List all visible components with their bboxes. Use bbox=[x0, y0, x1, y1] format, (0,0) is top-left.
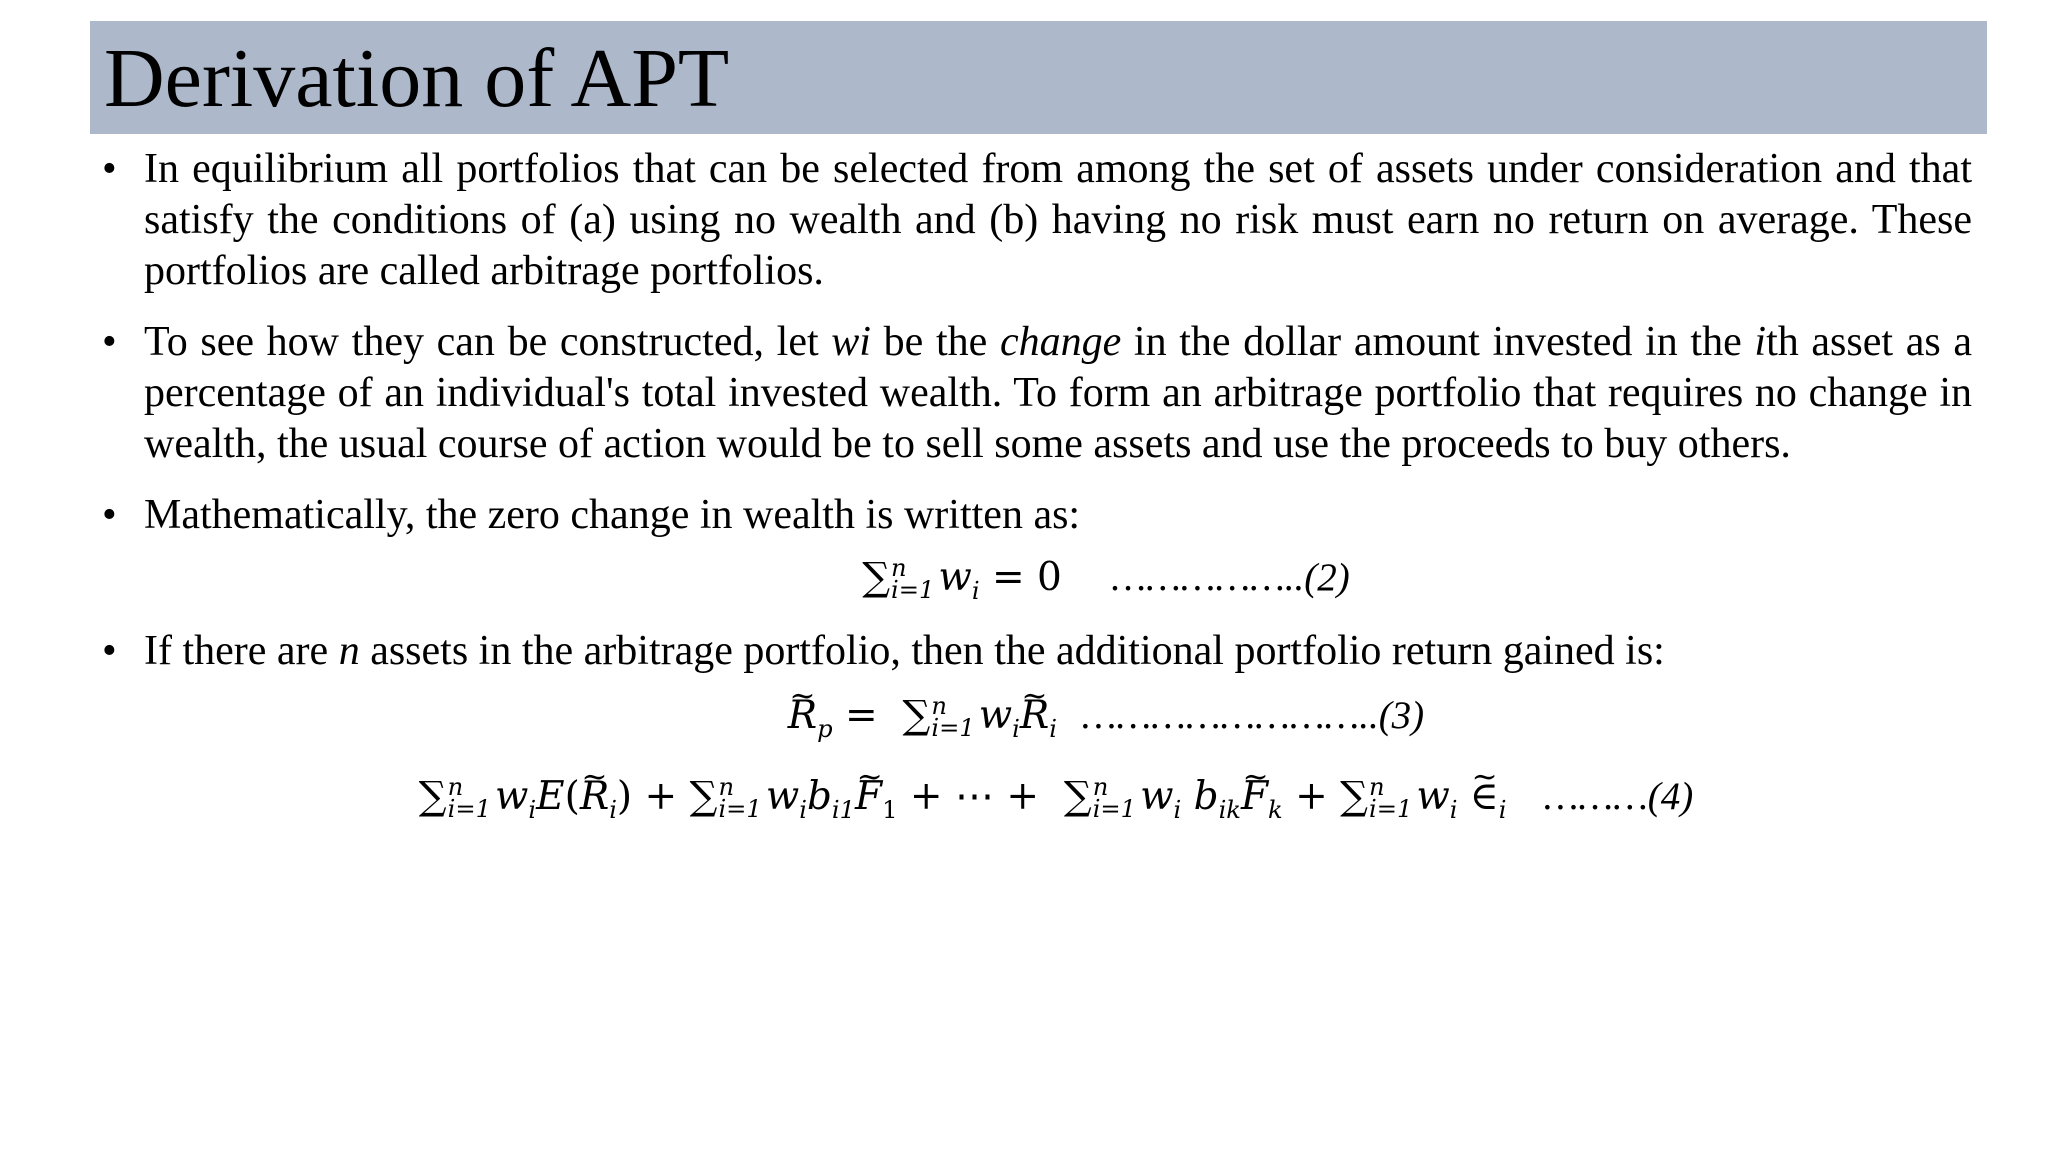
sum-symbol: ∑ n i=1 bbox=[418, 772, 491, 823]
equation-tag: ……………………..(3) bbox=[1081, 693, 1425, 737]
slide-title: Derivation of APT bbox=[104, 32, 730, 125]
italic-wi: wi bbox=[831, 319, 871, 365]
bullet-math bbox=[100, 490, 1972, 541]
text-run: To see how they can be constructed, let bbox=[144, 319, 832, 365]
bullet-dot: • bbox=[102, 146, 117, 192]
sum-symbol: ∑ n i=1 bbox=[1340, 772, 1413, 823]
bullet-text: In equilibrium all portfolios that can be selected from among the set of assets under consideration and that satisfy the conditions of (a) using no wealth and (b) having no risk must earn no return on average. These portfolios are called arbitrage portfolios. bbox=[144, 146, 1972, 294]
sum-symbol: ∑ n i=1 bbox=[862, 554, 935, 604]
bullet-assets bbox=[100, 626, 1972, 677]
text-run: If there are bbox=[144, 627, 339, 674]
bullet-equilibrium bbox=[100, 144, 1972, 297]
italic-change: change bbox=[999, 319, 1122, 365]
bullet-text bbox=[144, 317, 1972, 470]
title-bar bbox=[90, 21, 1987, 134]
text-run: in the dollar amount invested in the bbox=[1121, 319, 1755, 365]
equation-tag: ………(4) bbox=[1543, 774, 1694, 818]
italic-i: i bbox=[1754, 319, 1767, 365]
equation-tag: ……………..(2) bbox=[1111, 556, 1350, 599]
text-run: assets in the arbitrage portfolio, then the additional portfolio return gained is: bbox=[359, 627, 1665, 674]
equation-2: ∑ n i=1 $w_i = 0$ ……………..(2) bbox=[862, 554, 1350, 605]
bullet-dot: • bbox=[102, 319, 117, 365]
sum-symbol: ∑ n i=1 bbox=[1063, 772, 1137, 823]
bullet-text bbox=[144, 626, 1972, 677]
bullet-dot: • bbox=[102, 492, 117, 538]
italic-n: n bbox=[338, 627, 360, 674]
equation-4: ∑ n i=1 $w_iE(\sim$ $R_i$) + ∑ n i=1 $w_ib_{i1}\sim$ $F_1$ + ⋯ + ∑ n i=1 $w_i$ $b_{ik}\sim$ $F_k$ + ∑ n i=1 $w_i$ ~ $\in_i$ ………(4) bbox=[100, 772, 1972, 835]
bullet-construction bbox=[100, 317, 1972, 470]
sum-symbol: ∑ n i=1 bbox=[902, 692, 975, 742]
equation-3: ~ $R_p$ = ∑ n i=1 $w_i\sim$ $R_i$ ……………………..(3) bbox=[100, 691, 1972, 754]
text-run: be the bbox=[870, 319, 1000, 365]
sum-symbol: ∑ n i=1 bbox=[689, 772, 762, 823]
text-run: th asset as a percentage of an individual's total invested wealth. To form an arbitrage portfolio that requires no change in wealth, the usual course of action would be to sell some assets and use the proceeds to buy others. bbox=[144, 319, 1973, 467]
bullet-dot: • bbox=[102, 627, 117, 674]
slide-body bbox=[100, 140, 1972, 834]
bullet-text: Mathematically, the zero change in wealth is written as: bbox=[144, 492, 1081, 538]
